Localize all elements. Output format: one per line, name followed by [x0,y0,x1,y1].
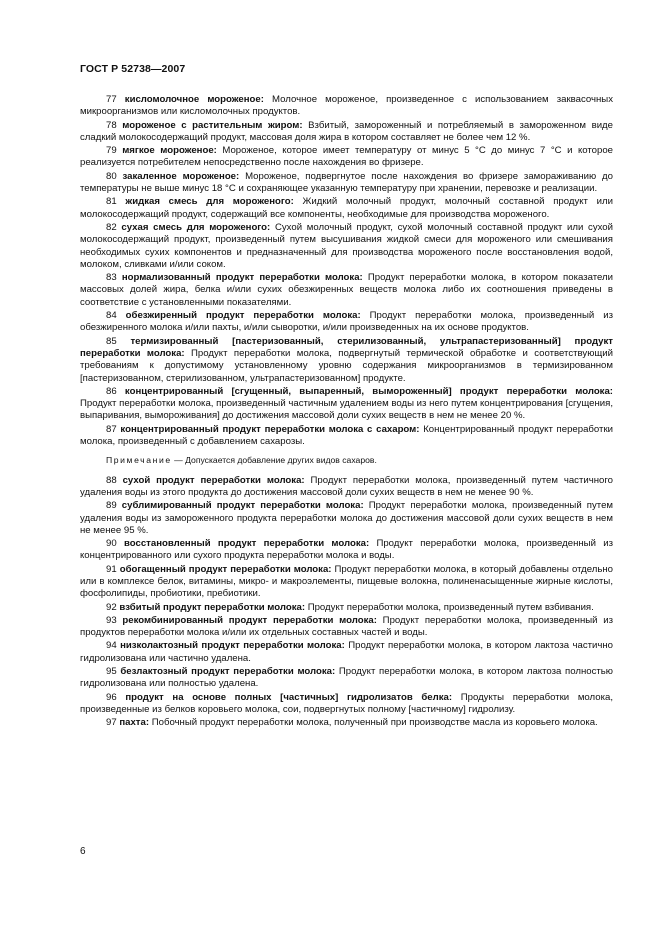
term: восстановленный продукт переработки молока: [123,538,370,550]
entry-91: 91 обогащенный продукт переработки молока: Продукт переработки молока, в который добавлены отдельно или в комплексе белок, витамины, микро- и макроэлементы, пищевые волокна, полиненасыщенные жирные кислоты, фосфолипиды, пробиотики, пребиотики. [80,563,614,600]
entry-94: 94 низколактозный продукт переработки молока: Продукт переработки молока, в котором лактоза частично гидролизована или частично удалена. [80,640,613,664]
note: Примечание — Допускается добавление других видов сахаров. [106,455,377,466]
entry-86: 86 концентрированный [сгущенный, выпаренный, вымороженный] продукт переработки молока: Продукт переработки молока, произведенный частичным удалением воды из него путем концентрирования [сгущения, выпаривания, вымороживания] до достижения массовой доли сухих веществ в нем не менее 20 %. [80,385,614,422]
page-number: 6 [80,846,86,857]
term: рекомбинированный продукт переработки молока: [122,614,377,626]
entry-78: 78 мороженое с растительным жиром: Взбитый, замороженный и потребляемый в замороженном виде сладкий молокосодержащий продукт, массовая доля жира в котором составляет не более чем 12 %. [80,119,613,143]
term: низколактозный продукт переработки молока: [120,640,345,652]
term: обезжиренный продукт переработки молока: [125,310,361,322]
entry-95: 95 безлактозный продукт переработки молока: Продукт переработки молока, в котором лактоза полностью гидролизована или полностью удалена. [80,666,613,690]
term: концентрированный продукт переработки молока с сахаром: [120,423,420,435]
term: сухой продукт переработки молока: [122,474,305,486]
entry-93: 93 рекомбинированный продукт переработки молока: Продукт переработки молока, произведенный из продуктов переработки молока и/или их отдельных составных частей и воды. [80,614,613,639]
entry-87: 87 концентрированный продукт переработки молока с сахаром: Концентрированный продукт переработки молока, произведенный с добавлением сахарозы. [80,423,613,448]
entry-80: 80 закаленное мороженое: Мороженое, подвергнутое после нахождения во фризере замораживанию до температуры не выше минус 18 °С и сохраняющее указанную температуру при хранении, перевозке и реализации. [80,170,613,195]
entry-90: 90 восстановленный продукт переработки молока: Продукт переработки молока, произведенный из концентрированного или сухого продукта переработки молока и воды. [80,538,613,562]
term: сухая смесь для мороженого: [121,221,271,233]
term: жидкая смесь для мороженого: [125,196,294,208]
term: кисломолочное мороженое: [124,94,264,105]
note-label: Примечание [106,455,172,466]
entry-97: 97 пахта: Побочный продукт переработки молока, полученный при производстве масла из коровьего молока. [106,717,598,729]
term: продукт на основе полных [частичных] гидролизатов белка: [125,691,453,703]
entry-89: 89 сублимированный продукт переработки молока: Продукт переработки молока, произведенный путем удаления воды из замороженного продукта переработки молока до достижения массовой доли сухих веществ в нем не менее 95 %. [80,500,614,536]
entry-84: 84 обезжиренный продукт переработки молока: Продукт переработки молока, произведенный из обезжиренного молока и/или пахты, и/или сыворотки, и/или произведенных на их основе продуктов. [80,310,613,334]
document-header: ГОСТ Р 52738—2007 [80,63,186,75]
entry-96: 96 продукт на основе полных [частичных] гидролизатов белка: Продукты переработки молока, произведенные из белков коровьего молока, сои, подвергнутых полному [частичному] гидролизу. [80,691,613,715]
term: мороженое с растительным жиром: [122,119,303,131]
entry-82: 82 сухая смесь для мороженого: Сухой молочный продукт, сухой молочный составной продукт или сухой молокосодержащий продукт, произведенный путем высушивания жидкой смеси для мороженого или смешивания необходимых сухих компонентов и предназначенный для производства мороженого после восстановления водой, молоком, сливками и/или соком. [80,221,614,270]
entry-85: 85 термизированный [пастеризованный, стерилизованный, ультрапастеризованный] продукт переработки молока: Продукт переработки молока, подвергнутый термической обработке и соответствующий требованиям к допустимому установленному уровню содержания микроорганизмов в термизированном [пастеризованном, стерилизованном, ультрапастеризованном] продукте. [80,335,613,384]
term: мягкое мороженое: [122,145,217,157]
term: взбитый продукт переработки молока: [119,601,306,613]
entry-81: 81 жидкая смесь для мороженого: Жидкий молочный продукт, молочный составной продукт или молокосодержащий продукт, содержащий все компоненты, необходимые для производства мороженого. [80,196,613,220]
term: сублимированный продукт переработки молока: [121,500,364,512]
entry-79: 79 мягкое мороженое: Мороженое, которое имеет температуру от минус 5 °С до минус 7 °С и которое реализуется потребителем непосредственно после нахождения во фризере. [80,145,613,169]
term: обогащенный продукт переработки молока: [119,563,332,575]
entry-92: 92 взбитый продукт переработки молока: Продукт переработки молока, произведенный путем взбивания. [106,601,594,613]
term: термизированный [пастеризованный, стерилизованный, ультрапастеризованный] продукт переработки молока: [80,335,613,359]
term: концентрированный [сгущенный, выпаренный, вымороженный] продукт переработки молока: [124,385,614,397]
term: пахта: [119,717,150,729]
entry-88: 88 сухой продукт переработки молока: Продукт переработки молока, произведенный путем частичного удаления воды из этого продукта до достижения массовой доли сухих веществ в нем не менее 90 %. [80,474,613,498]
entry-77: 77 кисломолочное мороженое: Молочное мороженое, произведенное с использованием заквасочных микроорганизмов или кисломолочных продуктов. [80,94,613,118]
document-body [80,94,613,731]
term: нормализованный продукт переработки молока: [121,272,363,284]
term: безлактозный продукт переработки молока: [120,666,336,678]
entry-83: 83 нормализованный продукт переработки молока: Продукт переработки молока, в котором показатели массовых долей жира, белка и/или сухих обезжиренных веществ молока либо их соотношения приведены в соответствие с установленными показателями. [80,272,614,308]
term: закаленное мороженое: [122,170,240,182]
